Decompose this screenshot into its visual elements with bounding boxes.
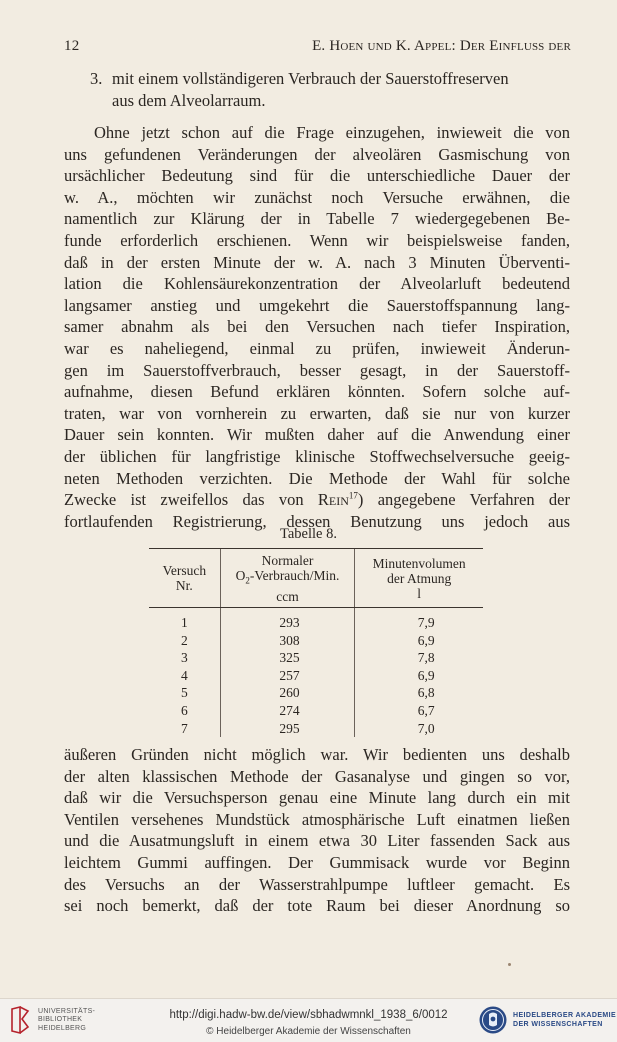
text-line: fortlaufenden Registrierung, dessen Benutzung uns jedoch aus [64, 511, 570, 531]
subscript: 2 [245, 575, 250, 586]
header-line: l [417, 585, 422, 601]
text-fragment: ) angegebene Verfahren der [357, 490, 570, 510]
text-line: aufnahme, diesen Befund erklären könnten. Sofern solche auf- [64, 382, 570, 402]
cell-nr: 6 [180, 702, 188, 718]
text-line: der üblichen für langfristige klinische Stoffwechselversuche geeig- [64, 446, 570, 466]
header-line: ccm [276, 588, 299, 604]
cell-nr: 7 [180, 720, 188, 736]
text-line: Ohne jetzt schon auf die Frage einzugehen, inwieweit die von [94, 123, 570, 142]
text-line: namentlich zur Klärung der in Tabelle 7 wiedergegebenen Be- [64, 209, 570, 229]
cell-nr: 4 [180, 667, 188, 683]
text-line: der alten klassischen Methode der Gasanalyse und gingen so vor, [64, 766, 570, 786]
header-minutenvolumen [355, 549, 483, 608]
cell-o2: 274 [220, 702, 355, 720]
table-row [149, 684, 483, 702]
table-row [149, 702, 483, 720]
cell-volume: 6,9 [355, 631, 483, 649]
footnote-ref: 17 [348, 490, 358, 501]
cell-volume: 6,9 [355, 666, 483, 684]
text-line: neten Methoden verzichten. Die Methode der Wahl für solche [64, 468, 570, 488]
text-line: sei noch bemerkt, daß der tote Raum bei dieser Anordnung so [64, 896, 570, 916]
list-number: 3. [90, 69, 103, 88]
cell-o2: 257 [220, 666, 355, 684]
list-line-1: mit einem vollständigeren Verbrauch der Sauerstoffreserven [112, 69, 509, 88]
header-line: der Atmung [387, 570, 452, 586]
header-line [223, 568, 353, 589]
table-row [149, 649, 483, 667]
permalink-url[interactable]: http://digi.hadw-bw.de/view/sbhadwmnkl_1938_6/0012 [169, 1009, 448, 1021]
text-line: und die Ausatmungsluft in einem etwa 30 Liter fassenden Sack aus [64, 831, 570, 851]
cell-nr: 2 [180, 632, 188, 648]
text-line: w. A., möchten wir zunächst noch Versuche erwähnen, die [64, 187, 570, 207]
header-fragment: -Verbrauch/Min. [249, 568, 340, 583]
text-line: äußeren Gründen nicht möglich war. Wir bedienten uns deshalb [64, 745, 570, 764]
cell-o2: 308 [220, 631, 355, 649]
cell-o2: 325 [220, 649, 355, 667]
table-row [149, 666, 483, 684]
header-line: Minutenvolumen [372, 555, 466, 571]
logo-text-line: UNIVERSITÄTS- [38, 1008, 96, 1015]
text-line: daß wir die Versuchsperson genau eine Minute lang durch ein mit [64, 788, 570, 808]
text-line: langsamer anstieg und umgekehrt die Sauerstoffspannung lang- [64, 295, 570, 315]
cell-nr: 1 [180, 614, 188, 630]
cell-nr: 3 [180, 650, 188, 666]
cell-volume: 6,7 [355, 702, 483, 720]
header-line: Nr. [175, 578, 193, 594]
logo-text-line: HEIDELBERGER AKADEMIE [513, 1012, 617, 1019]
text-line: traten, war von vornherein zu erwarten, daß sie nur von kurzer [64, 403, 570, 423]
text-line: war es naheliegend, einmal zu prüfen, inwieweit Änderun- [64, 338, 570, 358]
viewer-footer [0, 998, 617, 1042]
paragraph-2 [64, 744, 570, 917]
cell-o2: 295 [220, 719, 355, 737]
page-number: 12 [64, 38, 80, 54]
logo-text-line: BIBLIOTHEK [38, 1016, 83, 1024]
paragraph-1 [64, 122, 570, 532]
speck-mark [508, 963, 511, 966]
logo-text-line: DER WISSENSCHAFTEN [513, 1021, 603, 1028]
list-line-2: aus dem Alveolarraum. [112, 90, 266, 110]
text-line: Dauer sein konnten. Wir mußten daher auf die Anwendung einer [64, 425, 570, 445]
running-title: E. Hoen und K. Appel: Der Einfluß der [312, 38, 571, 54]
cell-volume: 7,9 [355, 607, 483, 631]
cell-nr: 5 [180, 685, 188, 701]
cell-o2: 293 [220, 607, 355, 631]
header-line: Normaler [261, 553, 314, 568]
text-line: daß in der ersten Minute der w. A. nach 3 Minuten Überventi- [64, 252, 570, 272]
text-line: Ventilen versehenes Mundstück atmosphärische Luft einatmen ließen [64, 809, 570, 829]
numbered-list-item [90, 68, 570, 111]
author-name: Rein [317, 490, 349, 510]
table-caption: Tabelle 8. [280, 526, 337, 542]
table-row [149, 719, 483, 737]
header-line: Versuch [162, 563, 207, 579]
cell-volume: 7,0 [355, 719, 483, 737]
logo-text-line: HEIDELBERG [38, 1024, 87, 1032]
text-line: leichtem Gummi auffingen. Der Gummisack wurde vor Beginn [64, 852, 570, 872]
text-line: uns gefundenen Veränderungen der alveolären Gasmischung von [64, 144, 570, 164]
table-row [149, 607, 483, 631]
text-line: ursächlicher Bedeutung sind für die unterschiedliche Dauer der [64, 166, 570, 186]
text-line: gen im Sauerstoffverbrauch, besser gesagt, in der Sauerstoff- [64, 360, 570, 380]
text-line: lation die Kohlensäurekonzentration der Alveolarluft bedeutend [64, 274, 570, 294]
cell-volume: 7,8 [355, 649, 483, 667]
text-line: funde erforderlich erschienen. Wenn wir beispielsweise fanden, [64, 230, 570, 250]
academy-label [513, 1011, 616, 1029]
table-header-row [149, 549, 483, 608]
text-line: des Versuchs an der Wasserstrahlpumpe luftleer gemacht. Es [64, 874, 570, 894]
cell-o2: 260 [220, 684, 355, 702]
table-row [149, 631, 483, 649]
header-o2-verbrauch [220, 549, 355, 608]
text-line-with-citation [64, 489, 570, 511]
cell-volume: 6,8 [355, 684, 483, 702]
data-table [149, 548, 483, 737]
text-fragment: Zwecke ist zweifellos das von [64, 490, 318, 510]
copyright-notice: © Heidelberger Akademie der Wissenschaften [206, 1026, 411, 1037]
academy-seal-icon[interactable] [478, 1005, 508, 1035]
text-line: samer abnahm als bei den Versuchen nach tiefer Inspiration, [64, 317, 570, 337]
header-fragment: O [235, 568, 246, 583]
header-versuch [149, 549, 220, 608]
